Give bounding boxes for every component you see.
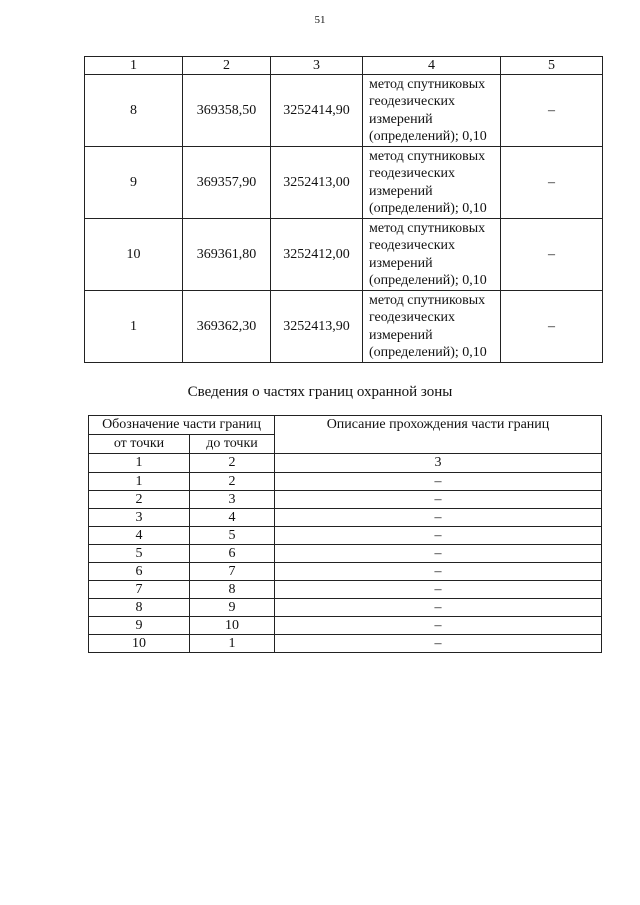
from-point-header: от точки xyxy=(89,435,190,454)
from-point-cell: 8 xyxy=(89,599,190,617)
method-cell xyxy=(363,147,501,219)
page-number: 51 xyxy=(314,14,326,26)
table-row xyxy=(89,617,602,635)
point-number-cell: 10 xyxy=(85,219,183,291)
x-coordinate-cell: 369361,80 xyxy=(183,219,271,291)
point-number-cell: 9 xyxy=(85,147,183,219)
method-text-line: (определений); 0,10 xyxy=(369,129,487,144)
parts-header-row xyxy=(89,416,602,435)
method-text-line: измерений xyxy=(369,111,433,127)
column-5-cell: – xyxy=(501,75,603,147)
to-point-cell: 1 xyxy=(190,635,275,653)
coordinates-header-row xyxy=(85,57,603,75)
from-point-cell: 9 xyxy=(89,617,190,635)
description-cell: – xyxy=(275,473,602,491)
from-point-cell: 10 xyxy=(89,635,190,653)
x-coordinate-cell: 369358,50 xyxy=(183,75,271,147)
point-number-cell: 1 xyxy=(85,291,183,363)
column-number-1: 1 xyxy=(89,454,190,473)
method-text-line: метод спутниковых xyxy=(369,292,486,308)
method-text-line: (определений); 0,10 xyxy=(369,345,487,360)
description-cell: – xyxy=(275,599,602,617)
from-point-cell: 3 xyxy=(89,509,190,527)
table-row xyxy=(85,147,603,219)
method-text-line: метод спутниковых xyxy=(369,76,486,92)
to-point-cell: 7 xyxy=(190,563,275,581)
table-row xyxy=(89,581,602,599)
coordinates-table xyxy=(84,56,603,363)
x-coordinate-cell: 369357,90 xyxy=(183,147,271,219)
y-coordinate-cell: 3252412,00 xyxy=(271,219,363,291)
y-coordinate-cell: 3252413,90 xyxy=(271,291,363,363)
method-text-line: (определений); 0,10 xyxy=(369,273,487,288)
to-point-header: до точки xyxy=(190,435,275,454)
method-cell xyxy=(363,219,501,291)
to-point-cell: 9 xyxy=(190,599,275,617)
x-coordinate-cell: 369362,30 xyxy=(183,291,271,363)
from-point-cell: 4 xyxy=(89,527,190,545)
method-text-line: метод спутниковых xyxy=(369,220,486,236)
table-row xyxy=(89,599,602,617)
description-cell: – xyxy=(275,635,602,653)
section-title: Сведения о частях границ охранной зоны xyxy=(187,384,453,400)
column-5-cell: – xyxy=(501,147,603,219)
table-row xyxy=(85,75,603,147)
description-cell: – xyxy=(275,563,602,581)
column-5-cell: – xyxy=(501,291,603,363)
column-5-cell: – xyxy=(501,219,603,291)
to-point-cell: 2 xyxy=(190,473,275,491)
y-coordinate-cell: 3252413,00 xyxy=(271,147,363,219)
column-number-1: 1 xyxy=(85,57,183,75)
from-point-cell: 5 xyxy=(89,545,190,563)
to-point-cell: 6 xyxy=(190,545,275,563)
method-text-line: измерений xyxy=(369,255,433,271)
boundary-part-designation-header: Обозначение части границ xyxy=(89,416,275,435)
table-row xyxy=(89,635,602,653)
table-row xyxy=(89,473,602,491)
column-number-4: 4 xyxy=(363,57,501,75)
to-point-cell: 4 xyxy=(190,509,275,527)
table-row xyxy=(89,491,602,509)
boundary-description-header: Описание прохождения части границ xyxy=(275,416,602,454)
table-row xyxy=(89,509,602,527)
method-text-line: измерений xyxy=(369,183,433,199)
method-cell xyxy=(363,291,501,363)
parts-numbering-row xyxy=(89,454,602,473)
description-cell: – xyxy=(275,617,602,635)
column-number-2: 2 xyxy=(190,454,275,473)
description-cell: – xyxy=(275,545,602,563)
y-coordinate-cell: 3252414,90 xyxy=(271,75,363,147)
method-cell xyxy=(363,75,501,147)
from-point-cell: 6 xyxy=(89,563,190,581)
column-number-3: 3 xyxy=(275,454,602,473)
from-point-cell: 7 xyxy=(89,581,190,599)
method-text-line: геодезических xyxy=(369,238,456,253)
table-row xyxy=(89,527,602,545)
description-cell: – xyxy=(275,491,602,509)
column-number-5: 5 xyxy=(501,57,603,75)
method-text-line: геодезических xyxy=(369,166,456,181)
column-number-3: 3 xyxy=(271,57,363,75)
point-number-cell: 8 xyxy=(85,75,183,147)
from-point-cell: 2 xyxy=(89,491,190,509)
from-point-cell: 1 xyxy=(89,473,190,491)
method-text-line: (определений); 0,10 xyxy=(369,201,487,216)
description-cell: – xyxy=(275,509,602,527)
method-text-line: метод спутниковых xyxy=(369,148,486,164)
column-number-2: 2 xyxy=(183,57,271,75)
to-point-cell: 10 xyxy=(190,617,275,635)
method-text-line: измерений xyxy=(369,327,433,343)
to-point-cell: 8 xyxy=(190,581,275,599)
table-row xyxy=(89,545,602,563)
to-point-cell: 5 xyxy=(190,527,275,545)
method-text-line: геодезических xyxy=(369,94,456,109)
table-row xyxy=(85,219,603,291)
to-point-cell: 3 xyxy=(190,491,275,509)
table-row xyxy=(89,563,602,581)
table-row xyxy=(85,291,603,363)
boundary-parts-table xyxy=(88,415,602,653)
description-cell: – xyxy=(275,527,602,545)
method-text-line: геодезических xyxy=(369,310,456,325)
description-cell: – xyxy=(275,581,602,599)
